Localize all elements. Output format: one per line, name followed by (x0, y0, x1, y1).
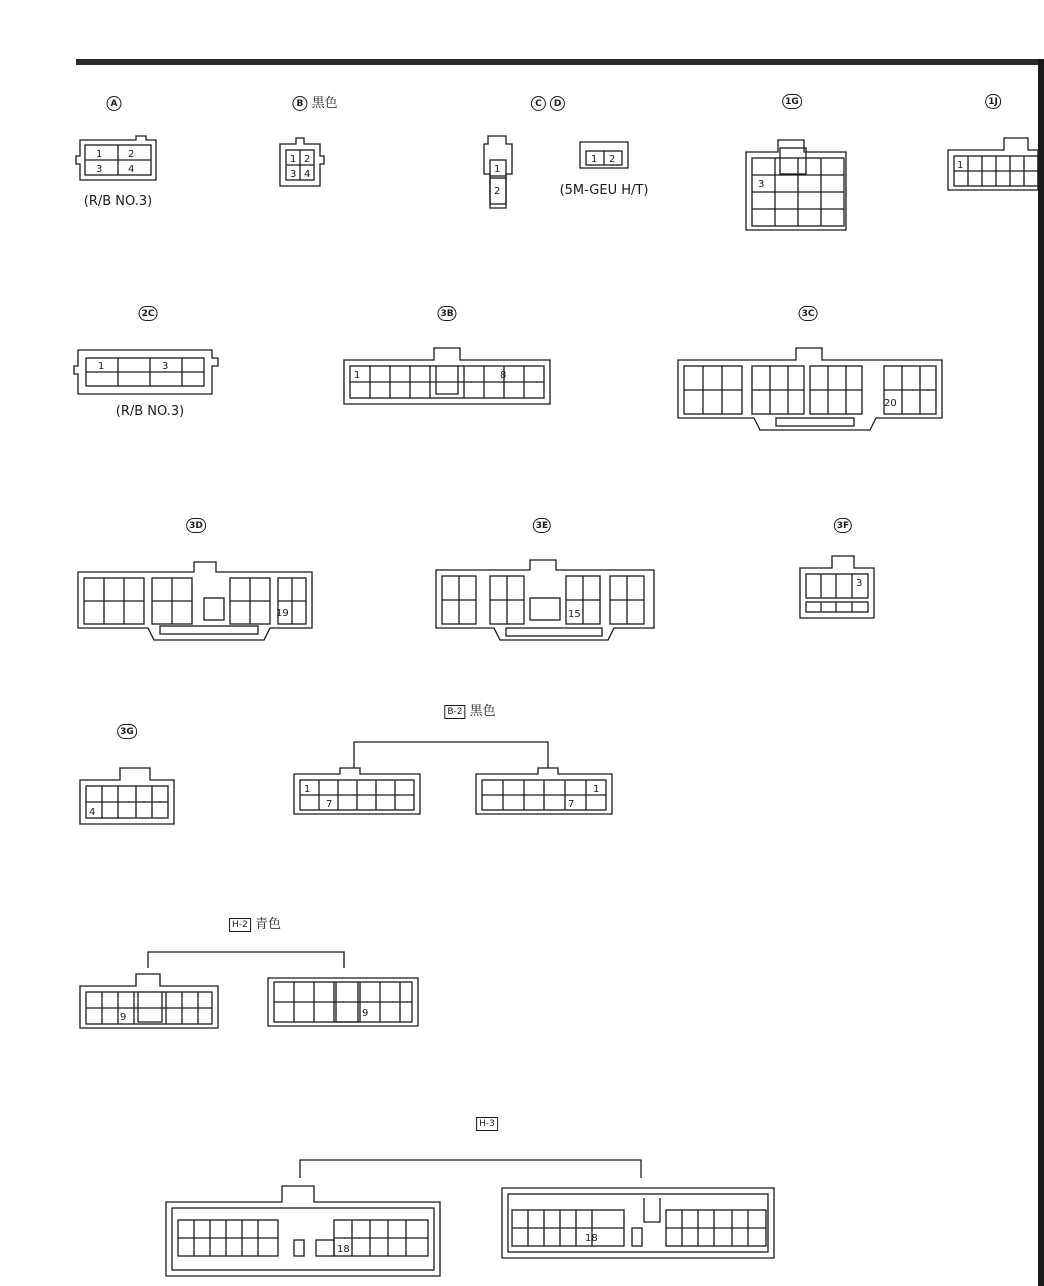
pin-label: 4 (128, 164, 135, 175)
connector-a (76, 136, 166, 186)
pin-label: 4 (89, 807, 96, 818)
connector-h2-left (76, 972, 224, 1034)
pair-label-h2: H-2 青色 (229, 917, 281, 933)
pin-label: 7 (568, 799, 575, 810)
pair-color-h2: 青色 (254, 917, 281, 932)
pin-label: 1 (591, 154, 598, 165)
pair-bracket-h3 (300, 1158, 644, 1180)
connector-b (276, 138, 336, 190)
pair-bracket-h2 (148, 950, 348, 970)
connector-label-3e: 3E (533, 518, 551, 534)
connector-c (480, 134, 520, 214)
pin-label: 18 (585, 1233, 598, 1244)
pair-label-b2: B-2 黒色 (444, 704, 495, 720)
pin-label: 3 (96, 164, 103, 175)
pin-label: 3 (758, 179, 765, 190)
pin-label: 3 (856, 578, 863, 589)
pin-label: 1 (304, 784, 311, 795)
pin-label: 1 (290, 154, 297, 165)
connector-label-1g: 1G (782, 94, 802, 110)
connector-label-2c: 2C (139, 306, 158, 322)
connector-note-2c: (R/B NO.3) (115, 404, 185, 419)
pin-label: 1 (98, 361, 105, 372)
pin-label: 20 (884, 398, 897, 409)
connector-h2-right (264, 972, 428, 1034)
connector-color-b: 黒色 (311, 96, 338, 111)
pin-label: 1 (494, 164, 501, 175)
pin-label: 1 (354, 370, 361, 381)
connector-b2-left (290, 764, 426, 820)
connector-3g (76, 764, 180, 828)
connector-note-a: (R/B NO.3) (83, 194, 153, 209)
pin-label: 8 (500, 370, 507, 381)
pin-label: 2 (609, 154, 616, 165)
header-rule (76, 59, 1044, 65)
pin-label: 18 (337, 1244, 350, 1255)
connector-3f (796, 554, 880, 624)
pin-label: 1 (96, 149, 103, 160)
connector-label-3f: 3F (834, 518, 852, 534)
pin-label: 9 (120, 1012, 127, 1023)
pair-label-h3: H-3 (476, 1116, 498, 1132)
connector-3d (74, 560, 318, 644)
pin-label: 1 (593, 784, 600, 795)
connector-h3-left (162, 1180, 446, 1280)
connector-2c (72, 344, 232, 402)
pin-label: 7 (326, 799, 333, 810)
connector-label-3b: 3B (437, 306, 456, 322)
pin-label: 2 (128, 149, 135, 160)
connector-label-b: B 黒色 (292, 96, 337, 112)
pair-color-b2: 黒色 (469, 704, 496, 719)
connector-1j (944, 136, 1044, 196)
pin-label: 2 (304, 154, 311, 165)
pin-label: 2 (494, 186, 501, 197)
pin-label: 3 (162, 361, 169, 372)
connector-note-d: (5M-GEU H/T) (559, 183, 649, 198)
connector-h3-right (498, 1184, 782, 1264)
pin-label: 15 (568, 609, 581, 620)
connector-1g (742, 134, 850, 234)
connector-label-3c: 3C (799, 306, 818, 322)
pin-label: 3 (290, 169, 297, 180)
pin-label: 19 (276, 608, 289, 619)
connector-3c (676, 344, 948, 436)
pin-label: 9 (362, 1008, 369, 1019)
connector-label-3g: 3G (117, 724, 137, 740)
connector-label-cd: C D (531, 96, 565, 112)
connector-label-a: A (107, 96, 122, 112)
connector-label-3d: 3D (186, 518, 206, 534)
connector-d (578, 138, 638, 178)
page-edge (1038, 59, 1044, 1286)
connector-3e (434, 558, 660, 644)
pin-label: 4 (304, 169, 311, 180)
connector-b2-right (472, 764, 618, 820)
connector-label-1j: 1J (985, 94, 1001, 110)
pin-label: 1 (957, 160, 964, 171)
connector-3b (340, 344, 560, 408)
